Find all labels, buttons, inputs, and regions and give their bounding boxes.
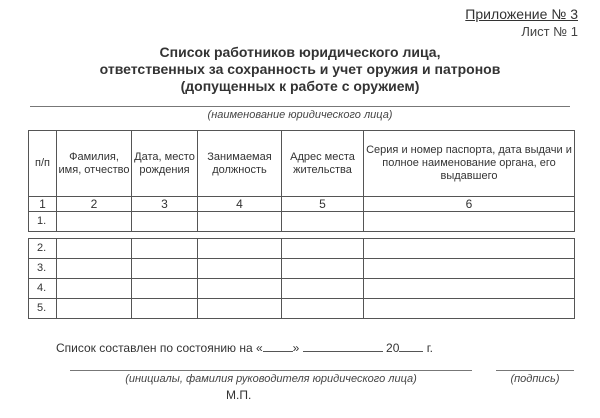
row-number: 3. — [29, 259, 57, 279]
day-field[interactable] — [263, 339, 293, 352]
col-number: 1 — [29, 197, 57, 212]
header-name: Фамилия, имя, отчество — [57, 131, 132, 197]
stamp-label: М.П. — [226, 388, 252, 402]
table-cell[interactable] — [132, 239, 198, 259]
table-cell[interactable] — [282, 212, 364, 232]
col-number: 5 — [282, 197, 364, 212]
row-number: 4. — [29, 279, 57, 299]
table-cell[interactable] — [57, 259, 132, 279]
signature-caption: (подпись) — [510, 373, 560, 385]
table-cell[interactable] — [57, 299, 132, 319]
signature-line — [496, 370, 574, 371]
month-field[interactable] — [303, 339, 383, 352]
table-cell[interactable] — [364, 279, 575, 299]
col-number: 6 — [364, 197, 575, 212]
table-cell[interactable] — [364, 259, 575, 279]
title-line-3: (допущенных к работе с оружием) — [180, 78, 420, 94]
header-passport: Серия и номер паспорта, дата выдачи и полное наименование органа, его выдавшего — [364, 131, 575, 197]
compiled-suffix: г. — [426, 341, 433, 355]
column-number-row — [29, 197, 575, 212]
table-cell[interactable] — [132, 279, 198, 299]
header-num: п/п — [29, 131, 57, 197]
org-name-line — [30, 106, 570, 107]
table-cell[interactable] — [132, 299, 198, 319]
workers-table — [28, 130, 575, 319]
col-number: 2 — [57, 197, 132, 212]
col-number: 3 — [132, 197, 198, 212]
table-cell[interactable] — [57, 239, 132, 259]
col-number: 4 — [198, 197, 282, 212]
table-cell[interactable] — [364, 212, 575, 232]
year-field[interactable] — [399, 339, 423, 352]
head-name-caption: (инициалы, фамилия руководителя юридического лица) — [125, 373, 417, 385]
table-cell[interactable] — [364, 239, 575, 259]
table-cell[interactable] — [57, 279, 132, 299]
header-address: Адрес места жительства — [282, 131, 364, 197]
table-row — [29, 239, 575, 259]
table-row — [29, 212, 575, 232]
title-line-2: ответственных за сохранность и учет оружия и патронов — [99, 61, 501, 77]
title-line-1: Список работников юридического лица, — [159, 44, 441, 60]
row-number: 2. — [29, 239, 57, 259]
table-cell[interactable] — [282, 259, 364, 279]
table-cell[interactable] — [198, 239, 282, 259]
compiled-mid: » — [292, 341, 300, 355]
table-cell[interactable] — [198, 212, 282, 232]
table-cell[interactable] — [282, 299, 364, 319]
table-cell[interactable] — [282, 279, 364, 299]
table-cell[interactable] — [364, 299, 575, 319]
row-number: 5. — [29, 299, 57, 319]
table-cell[interactable] — [282, 239, 364, 259]
compiled-prefix: Список составлен по состоянию на « — [56, 341, 263, 355]
appendix-label: Приложение № 3 — [465, 6, 578, 22]
table-cell[interactable] — [132, 212, 198, 232]
org-name-caption: (наименование юридического лица) — [207, 109, 393, 121]
compiled-year: 20 — [386, 341, 400, 355]
header-birth: Дата, место рождения — [132, 131, 198, 197]
table-row — [29, 299, 575, 319]
table-cell[interactable] — [198, 259, 282, 279]
gap-cell — [29, 232, 575, 239]
header-position: Занимаемая должность — [198, 131, 282, 197]
table-gap — [29, 232, 575, 239]
table-row — [29, 259, 575, 279]
compiled-date-line — [56, 339, 433, 355]
table-header-row — [29, 131, 575, 197]
head-name-line — [70, 370, 472, 371]
table-cell[interactable] — [198, 299, 282, 319]
sheet-number: Лист № 1 — [521, 24, 578, 39]
table-cell[interactable] — [198, 279, 282, 299]
table-cell[interactable] — [57, 212, 132, 232]
table-cell[interactable] — [132, 259, 198, 279]
row-number: 1. — [29, 212, 57, 232]
table-row — [29, 279, 575, 299]
